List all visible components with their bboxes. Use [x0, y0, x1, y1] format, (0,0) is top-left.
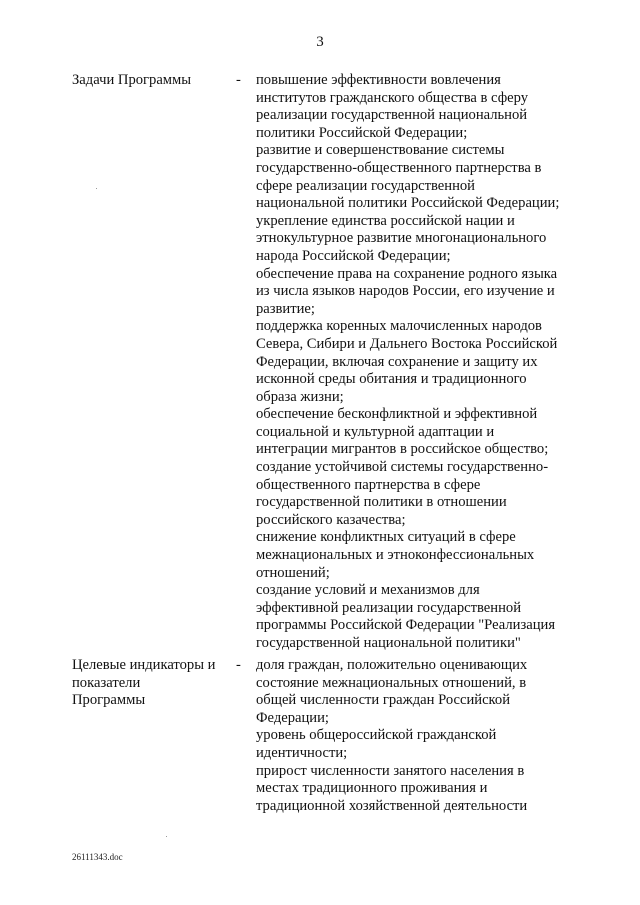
text-line: Севера, Сибири и Дальнего Востока Российской	[256, 335, 558, 352]
page-number: 3	[316, 34, 324, 50]
text-line: прирост численности занятого населения в	[256, 762, 525, 779]
text-line: политики Российской Федерации;	[256, 124, 468, 141]
text-line: уровень общероссийской гражданской	[256, 727, 497, 744]
text-line: укрепление единства российской нации и	[256, 212, 515, 229]
text-line: институтов гражданского общества в сферу	[256, 89, 529, 106]
section-indicators	[72, 657, 592, 815]
section-label	[72, 657, 236, 815]
section-label	[72, 72, 236, 653]
text-line: сфере реализации государственной	[256, 177, 475, 194]
section-label-line: Целевые индикаторы и	[72, 657, 216, 673]
text-line: создание условий и механизмов для	[256, 582, 480, 599]
text-line: общей численности граждан Российской	[256, 692, 511, 709]
text-line: народа Российской Федерации;	[256, 247, 451, 264]
text-line: общественного партнерства в сфере	[256, 476, 481, 493]
section-label-line: Программы	[72, 692, 146, 709]
text-line: Федерации;	[256, 709, 329, 726]
text-line: интеграции мигрантов в российское общество;	[256, 441, 549, 458]
text-line: развитие и совершенствование системы	[256, 142, 505, 159]
text-line: образа жизни;	[256, 388, 344, 405]
scan-speck	[96, 188, 97, 189]
text-line: идентичности;	[256, 744, 348, 761]
text-line: государственной политики в отношении	[256, 494, 507, 511]
section-label-line: Задачи Программы	[72, 72, 192, 88]
text-line: этнокультурное развитие многонационального	[256, 230, 547, 247]
dash-separator: -	[236, 72, 241, 88]
scan-speck	[166, 836, 167, 837]
text-line: исконной среды обитания и традиционного	[256, 371, 527, 388]
text-line: обеспечение права на сохранение родного языка	[256, 265, 558, 282]
footer-filename: 26111343.doc	[72, 852, 123, 862]
text-line: местах традиционного проживания и	[256, 780, 488, 797]
text-line: программы Российской Федерации "Реализация	[256, 617, 556, 634]
section-content	[256, 657, 586, 815]
text-line: реализации государственной национальной	[256, 107, 528, 124]
text-line: развитие;	[256, 300, 315, 317]
text-line: национальной политики Российской Федерации;	[256, 195, 560, 212]
section-tasks	[72, 72, 592, 653]
text-line: доля граждан, положительно оценивающих	[256, 657, 528, 673]
text-line: эффективной реализации государственной	[256, 599, 522, 616]
text-line: обеспечение бесконфликтной и эффективной	[256, 406, 538, 423]
text-line: традиционной хозяйственной деятельности	[256, 797, 528, 814]
text-line: отношений;	[256, 564, 330, 581]
section-content	[256, 72, 586, 653]
text-line: государственно-общественного партнерства в	[256, 159, 542, 176]
dash-separator: -	[236, 657, 241, 673]
text-line: состояние межнациональных отношений, в	[256, 674, 527, 691]
text-line: из числа языков народов России, его изучение и	[256, 283, 555, 300]
text-line: создание устойчивой системы государственно-	[256, 459, 549, 476]
text-line: Федерации, включая сохранение и защиту их	[256, 353, 538, 370]
section-label-line: показатели	[72, 674, 141, 691]
text-line: повышение эффективности вовлечения	[256, 72, 501, 88]
text-line: межнациональных и этноконфессиональных	[256, 547, 535, 564]
text-line: поддержка коренных малочисленных народов	[256, 318, 542, 335]
text-line: российского казачества;	[256, 511, 406, 528]
text-line: снижение конфликтных ситуаций в сфере	[256, 529, 516, 546]
text-line: государственной национальной политики"	[256, 635, 521, 651]
text-line: социальной и культурной адаптации и	[256, 423, 495, 440]
